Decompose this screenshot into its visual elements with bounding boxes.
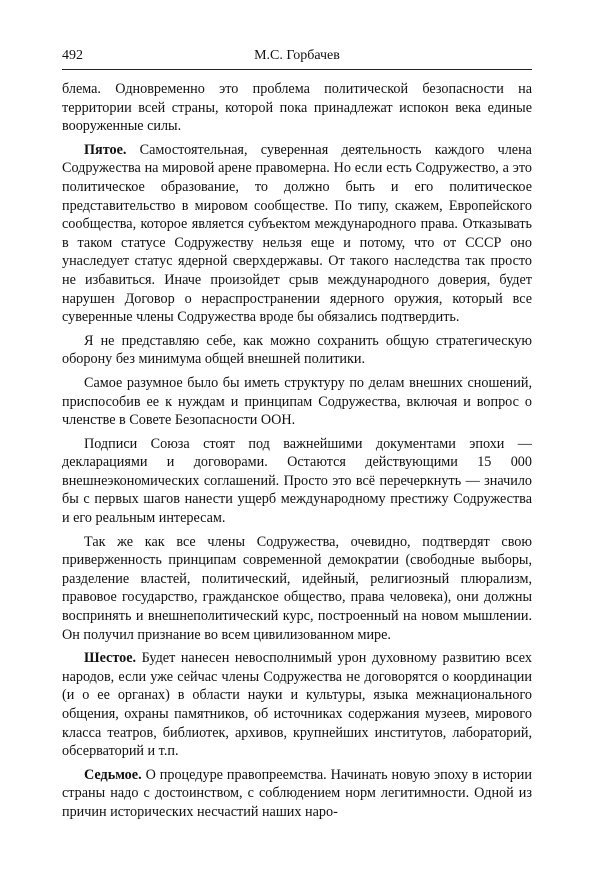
header-rule <box>62 69 532 70</box>
paragraph-1-text: блема. Одновременно это проблема политической безопасности на территории всей страны, которой пока принадлежат испокон века единые вооруженные силы. <box>62 81 532 135</box>
paragraph-1 <box>62 80 532 136</box>
paragraph-3-text: Я не представляю себе, как можно сохранить общую стратегическую оборону без минимума общей внешней политики. <box>62 332 532 368</box>
paragraph-2-lead: Пятое. <box>84 141 127 158</box>
paragraph-7-text: Будет нанесен невосполнимый урон духовному развитию всех народов, если уже сейчас члены Содружества не договорятся о координации (и о ее органах) в области науки и культуры, языка межнационального общения, охраны памятников, об источниках содержания музеев, мирового класса театров, библиотек, архивов, крупнейших институтов, лабораторий, обсерваторий и т.п. <box>62 650 532 760</box>
paragraph-8-lead: Седьмое. <box>84 766 142 783</box>
paragraph-2-text: Самостоятельная, суверенная деятельность каждого члена Содружества на мировой арене правомерна. Но если есть Содружество, а это политическое образование, то должно быть и его политическое представительство в мировом сообществе. По типу, скажем, Европейского сообщества, которое является субъектом международного права. Отказывать в таком статусе Содружеству нельзя еще и потому, что от СССР оно унаследует статус ядерной сверхдержавы. От такого наследства так просто не избавиться. Иначе произойдет срыв международного доверия, будет нарушен Договор о нераспространении ядерного оружия, который все суверенные члены Содружества вроде бы обязались подтвердить. <box>62 141 532 326</box>
page-header <box>62 48 532 70</box>
paragraph-4-text: Самое разумное было бы иметь структуру по делам внешних сношений, приспособив ее к нуждам и принципам Содружества, включая и вопрос о членстве в Совете Безопасности ООН. <box>62 374 532 429</box>
paragraph-6 <box>62 533 532 645</box>
paragraph-8 <box>62 766 532 822</box>
paragraph-3 <box>62 332 532 369</box>
paragraph-7 <box>62 649 532 761</box>
paragraph-5 <box>62 435 532 528</box>
paragraph-6-text: Так же как все члены Содружества, очевидно, подтвердят свою приверженность принципам современной демократии (свободные выборы, разделение властей, политический, идейный, религиозный плюрализм, правовое государство, гражданское общество, права человека), они должны воспринять и внешнеполитический курс, построенный на новом мышлении. Он получил признание во всем цивилизованном мире. <box>62 533 532 643</box>
paragraph-7-lead: Шестое. <box>84 650 137 667</box>
paragraph-8-text: О процедуре правопреемства. Начинать новую эпоху в истории страны надо с достоинством, с соблюдением норм легитимности. Одной из причин исторических несчастий наших наро- <box>62 766 532 820</box>
body-text <box>62 80 532 827</box>
running-title: М.С. Горбачев <box>254 48 340 63</box>
paragraph-4 <box>62 374 532 430</box>
page-number: 492 <box>62 48 83 63</box>
paragraph-2 <box>62 141 532 327</box>
paragraph-5-text: Подписи Союза стоят под важнейшими документами эпохи — декларациями и договорами. Остаются действующими 15 000 внешнеэкономических соглашений. Просто это всё перечеркнуть — значило бы с первых шагов нанести ущерб международному престижу Содружества и его реальным интересам. <box>62 435 532 527</box>
